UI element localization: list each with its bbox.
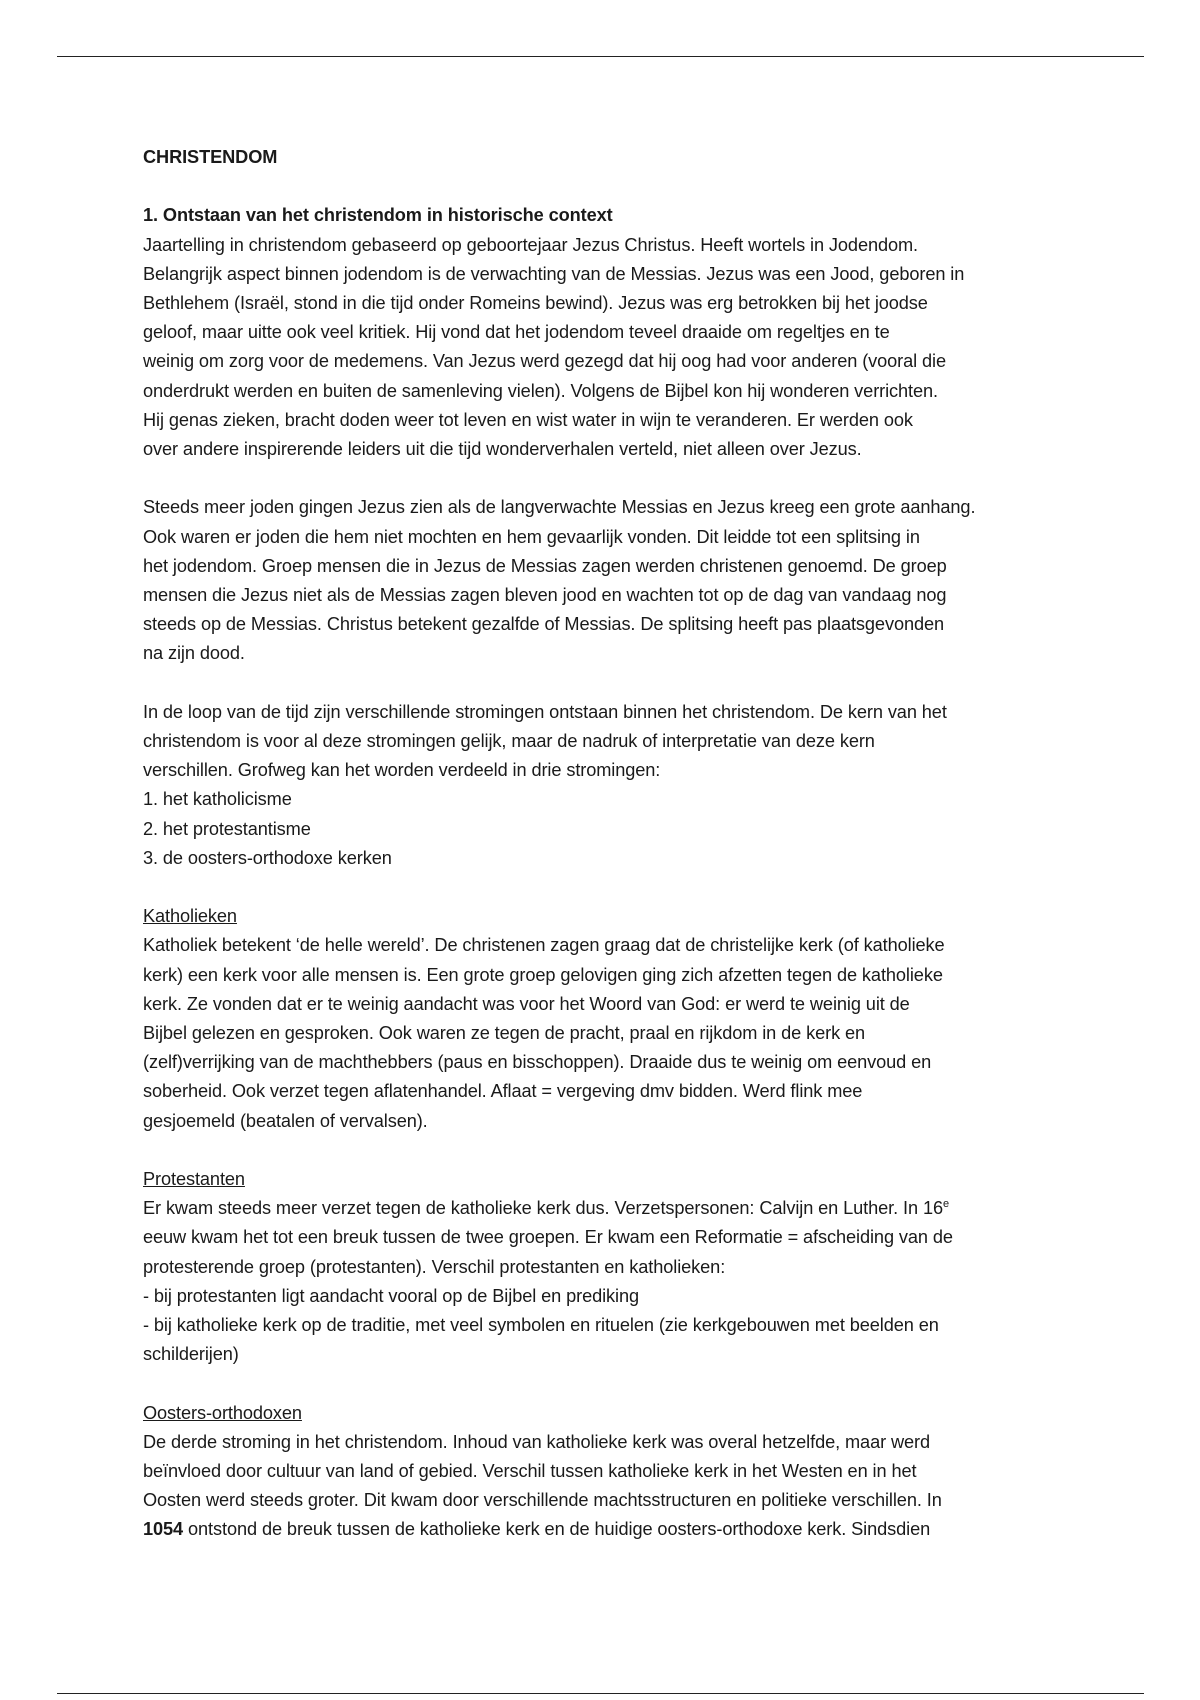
text-line: kerk. Ze vonden dat er te weinig aandacht was voor het Woord van God: er werd te weinig uit de xyxy=(143,993,910,1014)
text-line: Steeds meer joden gingen Jezus zien als de langverwachte Messias en Jezus kreeg een grote aanhang. xyxy=(143,497,976,518)
paragraph-katholieken xyxy=(143,931,1083,1135)
text-run: ontstond de breuk tussen de katholieke kerk en de huidige oosters-orthodoxe kerk. Sindsdien xyxy=(183,1519,931,1540)
subheading-katholieken: Katholieken xyxy=(143,906,237,927)
list-item: - bij protestanten ligt aandacht vooral op de Bijbel en prediking xyxy=(143,1285,640,1306)
text-line xyxy=(143,1194,1083,1223)
list-item: 1. het katholicisme xyxy=(143,789,292,810)
text-line: Katholiek betekent ‘de helle wereld’. De christenen zagen graag dat de christelijke kerk (of katholieke xyxy=(143,935,945,956)
text-line: Jaartelling in christendom gebaseerd op geboortejaar Jezus Christus. Heeft wortels in Jodendom. xyxy=(143,234,919,255)
text-line: schilderijen) xyxy=(143,1344,239,1365)
footer-rule xyxy=(57,1693,1144,1694)
text-line: over andere inspirerende leiders uit die tijd wonderverhalen verteld, niet alleen over Jezus. xyxy=(143,439,862,460)
text-line: weinig om zorg voor de medemens. Van Jezus werd gezegd dat hij oog had voor anderen (vooral die xyxy=(143,351,947,372)
section-heading: 1. Ontstaan van het christendom in historische context xyxy=(143,205,613,226)
text-line: In de loop van de tijd zijn verschillende stromingen ontstaan binnen het christendom. De kern van het xyxy=(143,701,947,722)
text-line: eeuw kwam het tot een breuk tussen de twee groepen. Er kwam een Reformatie = afscheiding van de xyxy=(143,1227,953,1248)
document-title: CHRISTENDOM xyxy=(143,147,278,167)
text-line: christendom is voor al deze stromingen gelijk, maar de nadruk of interpretatie van deze kern xyxy=(143,731,875,752)
text-line: Ook waren er joden die hem niet mochten en hem gevaarlijk vonden. Dit leidde tot een splitsing in xyxy=(143,526,920,547)
list-item: 3. de oosters-orthodoxe kerken xyxy=(143,847,392,868)
text-line: Hij genas zieken, bracht doden weer tot leven en wist water in wijn te veranderen. Er werden ook xyxy=(143,409,913,430)
ordinal-superscript: e xyxy=(942,1198,950,1211)
text-line: soberheid. Ook verzet tegen aflatenhandel. Aflaat = vergeving dmv bidden. Werd flink mee xyxy=(143,1081,863,1102)
paragraph-orthodoxen xyxy=(143,1428,1083,1545)
text-line: steeds op de Messias. Christus betekent gezalfde of Messias. De splitsing heeft pas plaatsgevonden xyxy=(143,614,945,635)
text-run: Er kwam steeds meer verzet tegen de katholieke kerk dus. Verzetspersonen: Calvijn en Luther. In 16 xyxy=(143,1198,943,1219)
subheading-orthodoxen: Oosters-orthodoxen xyxy=(143,1402,302,1423)
text-line: protesterende groep (protestanten). Verschil protestanten en katholieken: xyxy=(143,1256,726,1277)
subheading-protestanten: Protestanten xyxy=(143,1169,245,1190)
text-line: mensen die Jezus niet als de Messias zagen bleven jood en wachten tot op de dag van vandaag nog xyxy=(143,585,947,606)
text-line: kerk) een kerk voor alle mensen is. Een grote groep gelovigen ging zich afzetten tegen de katholieke xyxy=(143,964,943,985)
text-line: Oosten werd steeds groter. Dit kwam door verschillende machtsstructuren en politieke verschillen. In xyxy=(143,1490,942,1511)
list-item: - bij katholieke kerk op de traditie, met veel symbolen en rituelen (zie kerkgebouwen met beelden en xyxy=(143,1315,939,1336)
paragraph-streams xyxy=(143,698,1083,873)
text-line: beïnvloed door cultuur van land of gebied. Verschil tussen katholieke kerk in het Westen en in het xyxy=(143,1461,917,1482)
text-line: na zijn dood. xyxy=(143,643,245,664)
text-line: verschillen. Grofweg kan het worden verdeeld in drie stromingen: xyxy=(143,760,661,781)
year-bold: 1054 xyxy=(143,1519,184,1540)
list-item: 2. het protestantisme xyxy=(143,818,311,839)
text-line: het jodendom. Groep mensen die in Jezus de Messias zagen werden christenen genoemd. De groep xyxy=(143,555,947,576)
paragraph-split xyxy=(143,493,1083,668)
text-line: (zelf)verrijking van de machthebbers (paus en bisschoppen). Draaide dus te weinig om eenvoud en xyxy=(143,1052,932,1073)
text-line: gesjoemeld (beatalen of vervalsen). xyxy=(143,1110,428,1131)
text-line: Bijbel gelezen en gesproken. Ook waren ze tegen de pracht, praal en rijkdom in de kerk en xyxy=(143,1023,866,1044)
text-line: onderdrukt werden en buiten de samenleving vielen). Volgens de Bijbel kon hij wonderen verrichten. xyxy=(143,380,938,401)
document-body xyxy=(143,143,1083,1545)
header-rule xyxy=(57,56,1144,57)
text-line: Bethlehem (Israël, stond in die tijd onder Romeins bewind). Jezus was erg betrokken bij het joodse xyxy=(143,293,928,313)
paragraph-origins xyxy=(143,231,1083,465)
text-line: geloof, maar uitte ook veel kritiek. Hij vond dat het jodendom teveel draaide om regeltjes en te xyxy=(143,322,890,343)
text-line: Belangrijk aspect binnen jodendom is de verwachting van de Messias. Jezus was een Jood, geboren in xyxy=(143,263,965,284)
text-line xyxy=(143,1515,1083,1544)
paragraph-protestanten xyxy=(143,1194,1083,1369)
text-line: De derde stroming in het christendom. Inhoud van katholieke kerk was overal hetzelfde, maar werd xyxy=(143,1431,931,1452)
